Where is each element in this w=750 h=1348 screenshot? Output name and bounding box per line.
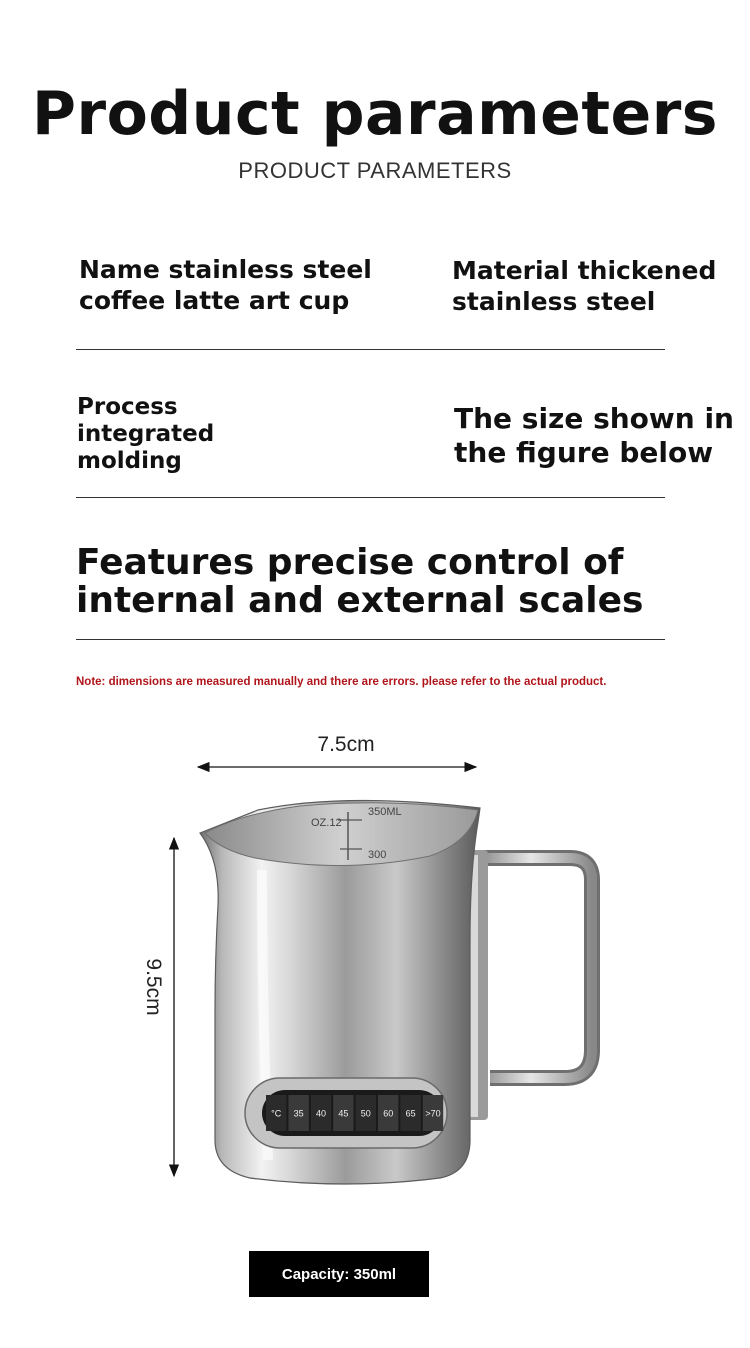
param-size-line1: The size shown in: [454, 402, 734, 435]
param-name-line1: Name stainless steel: [79, 255, 372, 284]
features-line1: Features precise control of: [76, 542, 624, 583]
height-dimension-label: 9.5cm: [142, 958, 165, 1016]
param-name: [79, 254, 372, 316]
divider-2: [76, 497, 665, 498]
handle: [470, 858, 592, 1078]
param-material: [452, 255, 716, 317]
thermometer-label: °C: [271, 1108, 282, 1119]
features-heading: [76, 544, 716, 620]
milk-pitcher-image: [0, 740, 750, 1220]
divider-1: [76, 349, 665, 350]
width-dimension-label: 7.5cm: [317, 733, 375, 756]
thermometer-label: 65: [405, 1108, 416, 1119]
param-material-line1: Material thickened: [452, 256, 717, 285]
page-title: Product parameters: [32, 79, 718, 149]
features-line2: internal and external scales: [76, 580, 644, 621]
thermometer-label: 45: [338, 1108, 349, 1119]
scale-oz: OZ.12: [311, 817, 342, 829]
thermometer-label: 60: [383, 1108, 394, 1119]
scale-ml-mid: 300: [368, 849, 387, 861]
disclaimer-note: Note: dimensions are measured manually and there are errors. please refer to the actual product.: [76, 676, 607, 688]
capacity-badge: Capacity: 350ml: [249, 1251, 429, 1297]
thermometer-label: 35: [293, 1108, 304, 1119]
param-size: [454, 402, 734, 470]
param-process: [77, 394, 214, 475]
scale-ml-top: 350ML: [368, 806, 402, 818]
thermometer-label: 40: [315, 1108, 327, 1119]
thermometer-label: >70: [425, 1108, 441, 1119]
param-process-line1: Process: [77, 394, 178, 420]
divider-3: [76, 639, 665, 640]
thermometer-label: 50: [360, 1108, 371, 1119]
page-subtitle: PRODUCT PARAMETERS: [238, 158, 512, 183]
param-name-line2: coffee latte art cup: [79, 286, 350, 315]
param-material-line2: stainless steel: [452, 287, 656, 316]
param-size-line2: the figure below: [454, 436, 714, 469]
param-process-line2: integrated: [77, 421, 215, 447]
param-process-line3: molding: [77, 448, 182, 474]
